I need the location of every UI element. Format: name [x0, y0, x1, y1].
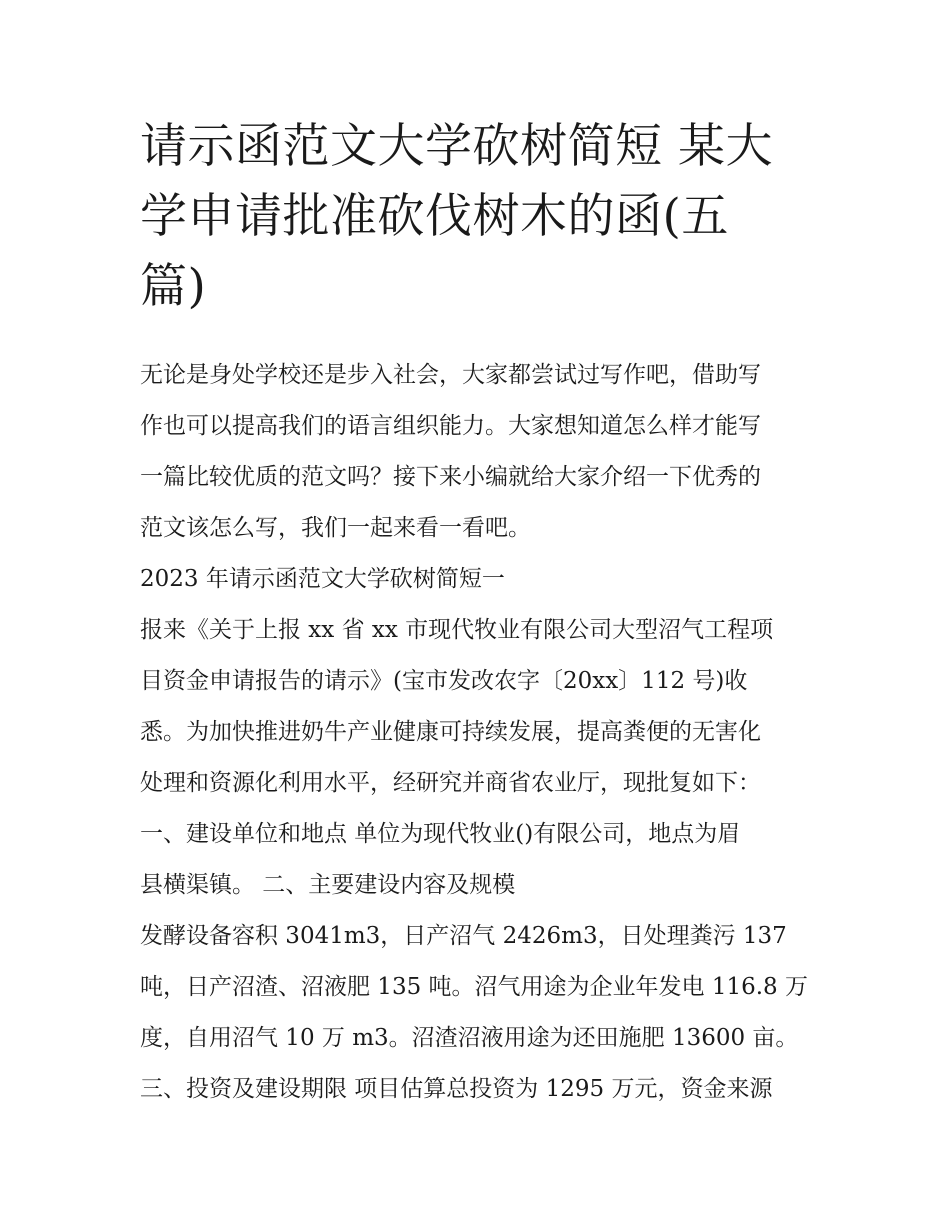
body-line: 吨，日产沼渣、沼液肥 135 吨。沼气用途为企业年发电 116.8 万	[140, 974, 808, 1000]
title-line: 请示函范文大学砍树简短 某大	[140, 119, 773, 174]
body-line: 处理和资源化利用水平，经研究并商省农业厅，现批复如下：	[140, 770, 761, 796]
section-heading: 2023 年请示函范文大学砍树简短一	[140, 566, 505, 592]
body-line: 范文该怎么写，我们一起来看一看吧。	[140, 515, 531, 541]
title-line: 篇)	[140, 259, 207, 314]
body-line: 报来《关于上报 xx 省 xx 市现代牧业有限公司大型沼气工程项	[140, 617, 774, 643]
body-line: 发酵设备容积 3041m3，日产沼气 2426m3，日处理粪污 137	[140, 923, 787, 949]
body-line: 目资金申请报告的请示》(宝市发改农字〔20xx〕112 号)收	[140, 668, 748, 694]
body-line: 无论是身处学校还是步入社会，大家都尝试过写作吧，借助写	[140, 362, 761, 388]
title-line: 学申请批准砍伐树木的函(五	[140, 189, 729, 244]
body-line: 度，自用沼气 10 万 m3。沼渣沼液用途为还田施肥 13600 亩。	[140, 1025, 799, 1051]
document-title	[140, 112, 815, 322]
body-line: 三、投资及建设期限 项目估算总投资为 1295 万元，资金来源	[140, 1076, 773, 1102]
body-line: 悉。为加快推进奶牛产业健康可持续发展，提高粪便的无害化	[140, 719, 761, 745]
body-line: 县横渠镇。 二、主要建设内容及规模	[140, 872, 516, 898]
document-page	[140, 112, 815, 1115]
body-line: 作也可以提高我们的语言组织能力。大家想知道怎么样才能写	[140, 413, 761, 439]
document-body	[140, 350, 815, 1115]
body-line: 一、建设单位和地点 单位为现代牧业()有限公司，地点为眉	[140, 821, 741, 847]
body-line: 一篇比较优质的范文吗？接下来小编就给大家介绍一下优秀的	[140, 464, 761, 490]
